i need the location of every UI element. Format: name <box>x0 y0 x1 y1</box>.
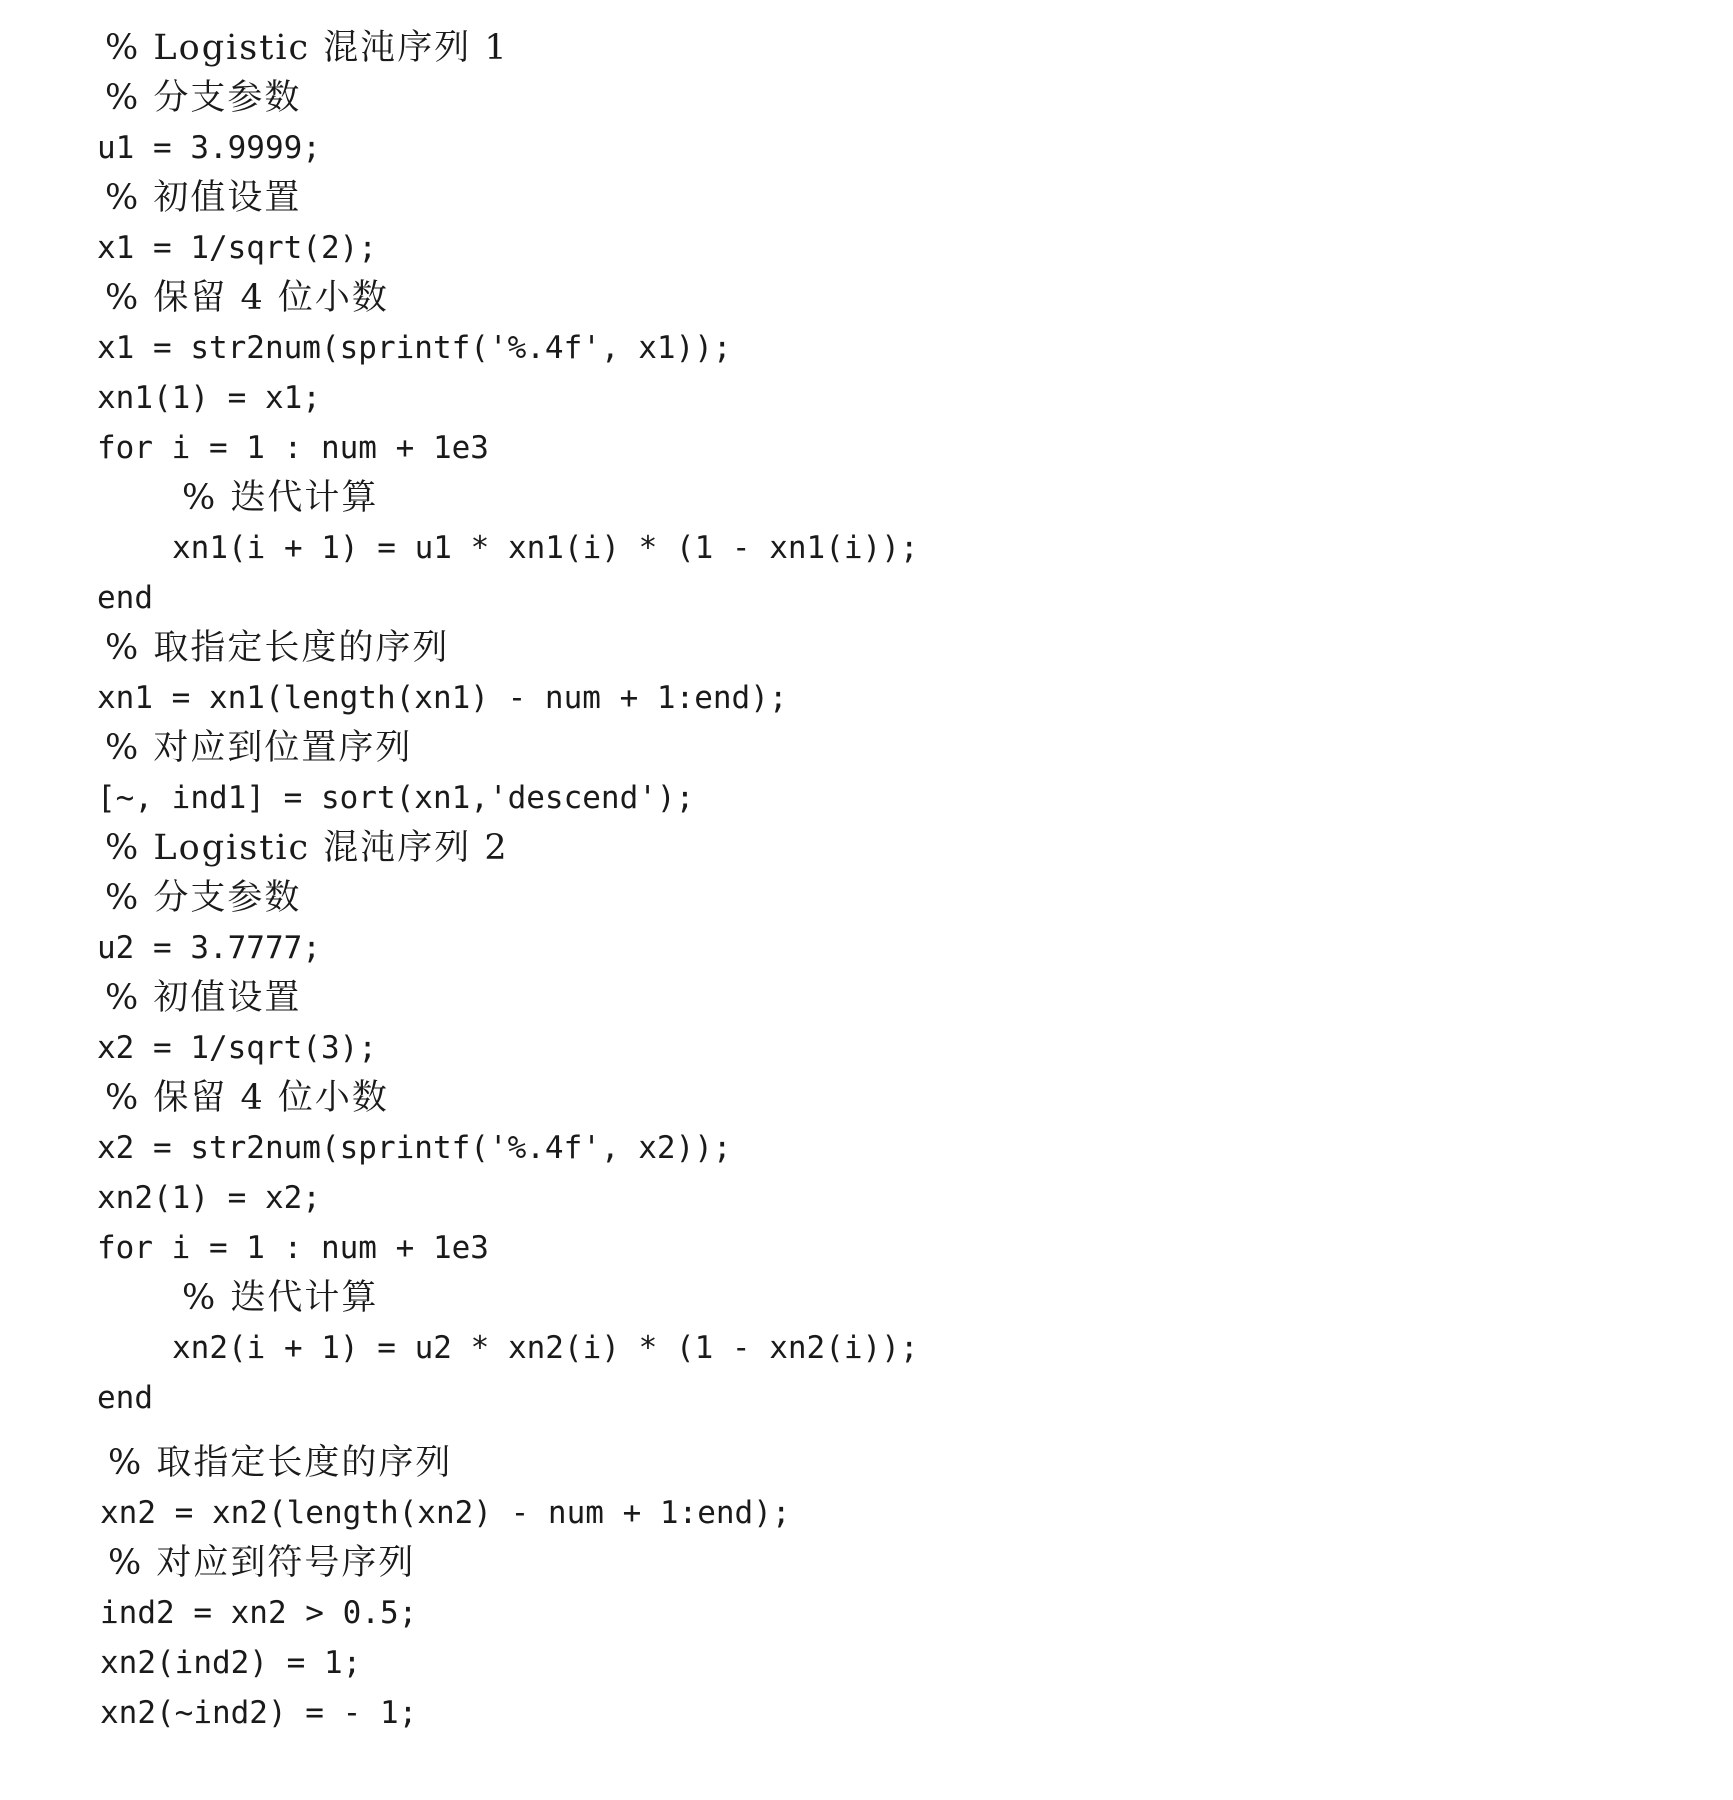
code-line: xn2(i + 1) = u2 * xn2(i) * (1 - xn2(i)); <box>172 1330 919 1366</box>
code-line: x1 = 1/sqrt(2); <box>97 230 377 266</box>
code-line-comment: % 取指定长度的序列 <box>105 628 450 668</box>
code-line: [~, ind1] = sort(xn1,'descend'); <box>97 780 695 816</box>
code-line-comment: % 分支参数 <box>105 878 302 918</box>
code-line: u2 = 3.7777; <box>97 930 321 966</box>
code-line-comment: % 取指定长度的序列 <box>108 1443 453 1483</box>
code-line: x2 = 1/sqrt(3); <box>97 1030 377 1066</box>
code-line: end <box>97 580 153 616</box>
code-line: xn2(1) = x2; <box>97 1180 321 1216</box>
code-line-comment: % 保留 4 位小数 <box>105 278 389 318</box>
code-line: xn1(i + 1) = u1 * xn1(i) * (1 - xn1(i)); <box>172 530 919 566</box>
code-line-comment: % 初值设置 <box>105 978 302 1018</box>
code-line-comment: % Logistic 混沌序列 2 <box>105 828 509 868</box>
code-line: for i = 1 : num + 1e3 <box>97 1230 489 1266</box>
code-line: x2 = str2num(sprintf('%.4f', x2)); <box>97 1130 732 1166</box>
code-line: ind2 = xn2 > 0.5; <box>100 1595 418 1631</box>
code-line-comment: % 分支参数 <box>105 78 302 118</box>
code-line: u1 = 3.9999; <box>97 130 321 166</box>
code-line-comment: % 对应到位置序列 <box>105 728 413 768</box>
code-line: for i = 1 : num + 1e3 <box>97 430 489 466</box>
code-line-comment: % 保留 4 位小数 <box>105 1078 389 1118</box>
code-line-comment: % 初值设置 <box>105 178 302 218</box>
code-line-comment: % 对应到符号序列 <box>108 1543 416 1583</box>
code-line-comment: % 迭代计算 <box>182 478 379 518</box>
code-line: xn2(~ind2) = - 1; <box>100 1695 418 1731</box>
code-line: xn2 = xn2(length(xn2) - num + 1:end); <box>100 1495 791 1531</box>
code-line: xn1(1) = x1; <box>97 380 321 416</box>
code-line: end <box>97 1380 153 1416</box>
code-line: x1 = str2num(sprintf('%.4f', x1)); <box>97 330 732 366</box>
code-line-comment: % 迭代计算 <box>182 1278 379 1318</box>
code-line-comment: % Logistic 混沌序列 1 <box>105 28 509 68</box>
code-line: xn1 = xn1(length(xn1) - num + 1:end); <box>97 680 788 716</box>
code-line: xn2(ind2) = 1; <box>100 1645 362 1681</box>
